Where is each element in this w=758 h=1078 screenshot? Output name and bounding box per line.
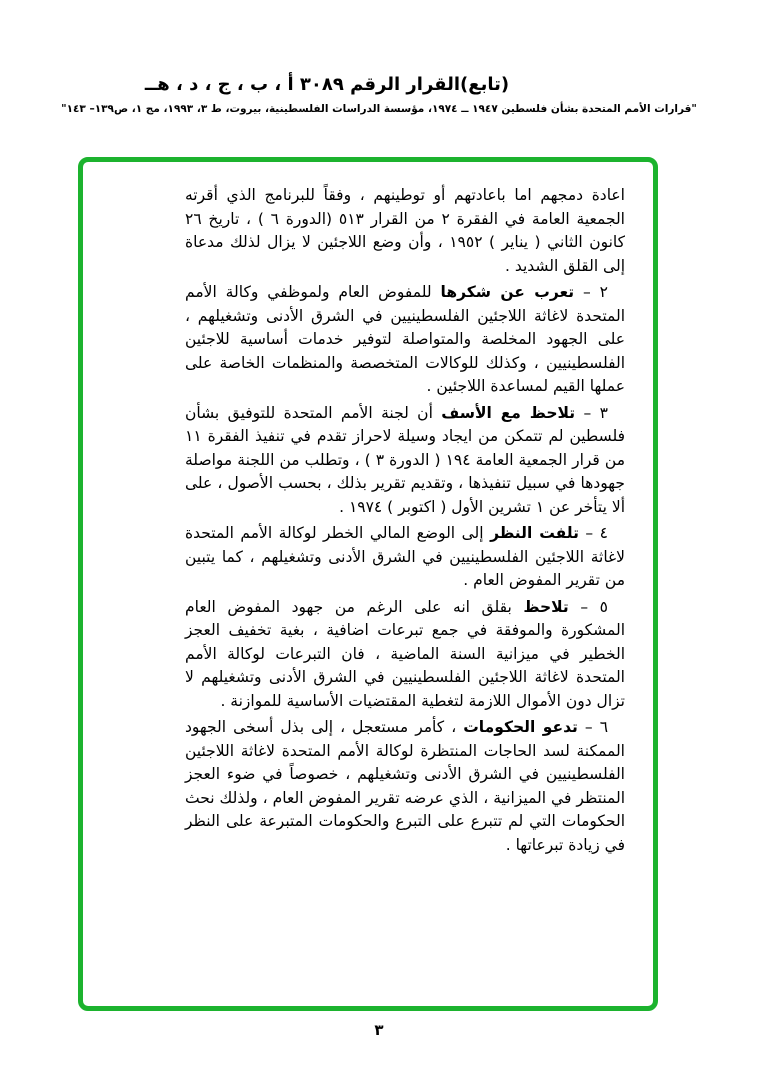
paragraph-number: ٤ –: [578, 524, 608, 542]
paragraph-text: ، كأمر مستعجل ، إلى بذل أسخى الجهود الممكنة لسد الحاجات المنتظرة لوكالة الأمم المتحدة لاغاثة اللاجئين الفلسطينيين في الشرق الأدنى وتشغيلهم ، خصوصاً في ضوء العجز المنتظر في الميزانية ، الذي عرضه تقرير المفوض العام ، ولذلك نحث الحكومات التي لم تتبرع على التبرع والحكومات المتبرعة على النظر في زيادة تبرعاتها .: [185, 718, 625, 854]
paragraph-2: [185, 281, 625, 399]
paragraph-text: للمفوض العام ولموظفي وكالة الأمم المتحدة لاغاثة اللاجئين الفلسطينيين في الشرق الأدنى وتشغيلهم ، على الجهود المخلصة والمتواصلة لتوفير خدمات أساسية للاجئين الفلسطينيين ، وكذلك للوكالات المتخصصة والمنظمات الخاصة على عملها القيم لمساعدة اللاجئين .: [185, 283, 625, 395]
paragraph-number: ٥ –: [568, 597, 608, 616]
paragraph-4: [185, 522, 625, 593]
resolution-text: [185, 184, 625, 860]
resolution-title: (تابع)القرار الرقم ٣٠٨٩ أ ، ب ، ج ، د ، هــ: [144, 74, 510, 95]
operative-phrase: تلفت النظر: [490, 524, 579, 542]
paragraph-text: أن لجنة الأمم المتحدة للتوفيق بشأن فلسطين لم تتمكن من ايجاد وسيلة لاحراز تقدم في تنفيذ الفقرة ١١ من قرار الجمعية العامة ١٩٤ ( الدورة ٣ ) ، وتطلب من اللجنة مواصلة جهودها في سبيل تنفيذها ، وتقديم تقرير بذلك ، بحسب الأصول ، على ألا يتأخر عن ١ تشرين الأول ( اكتوبر ) ١٩٧٤ .: [185, 403, 626, 516]
paragraph-text: بقلق انه على الرغم من جهود المفوض العام المشكورة والموفقة في جمع تبرعات اضافية ، بغية تخفيف العجز الخطير في ميزانية السنة الماضية ، فان التبرعات لوكالة الأمم المتحدة لاغاثة اللاجئين الفلسطينيين في الشرق الأدنى وتشغيلهم لا تزال دون الأموال اللازمة لتغطية المقتضيات الأساسية للموازنة .: [185, 597, 625, 710]
operative-phrase: تلاحظ مع الأسف: [441, 403, 576, 422]
citation-line: "قرارات الأمم المتحدة بشأن فلسطين ١٩٤٧ ــ ١٩٧٤، مؤسسة الدراسات الفلسطينية، بيروت، ط ٣، ١٩٩٣، مج ١، ص١٣٩– ١٤٣": [61, 103, 697, 115]
page-number: ٣: [374, 1021, 384, 1039]
operative-phrase: تلاحظ: [523, 597, 569, 616]
paragraph-continuation: [185, 184, 625, 278]
page-header: [0, 74, 758, 115]
paragraph-3: [185, 402, 625, 520]
paragraph-number: ٢ –: [574, 283, 608, 301]
operative-phrase: تدعو الحكومات: [463, 718, 578, 736]
paragraph-number: ٣ –: [575, 403, 608, 422]
paragraph-text: إلى الوضع المالي الخطر لوكالة الأمم المتحدة لاغاثة اللاجئين الفلسطينيين في الشرق الأدنى وتشغيلهم ، كما يتبين من تقرير المفوض العام .: [185, 524, 625, 589]
paragraph-6: [185, 716, 625, 857]
paragraph-number: ٦ –: [577, 718, 609, 736]
operative-phrase: تعرب عن شكرها: [440, 283, 575, 301]
paragraph-5: [185, 596, 625, 714]
paragraph-text: اعادة دمجهم اما باعادتهم أو توطينهم ، وفقاً للبرنامج الذي أقرته الجمعية العامة في الفقرة ٢ من القرار ٥١٣ (الدورة ٦ ) ، تاريخ ٢٦ كانون الثاني ( يناير ) ١٩٥٢ ، وأن وضع اللاجئين لا يزال لذلك مدعاة إلى القلق الشديد .: [185, 186, 625, 275]
